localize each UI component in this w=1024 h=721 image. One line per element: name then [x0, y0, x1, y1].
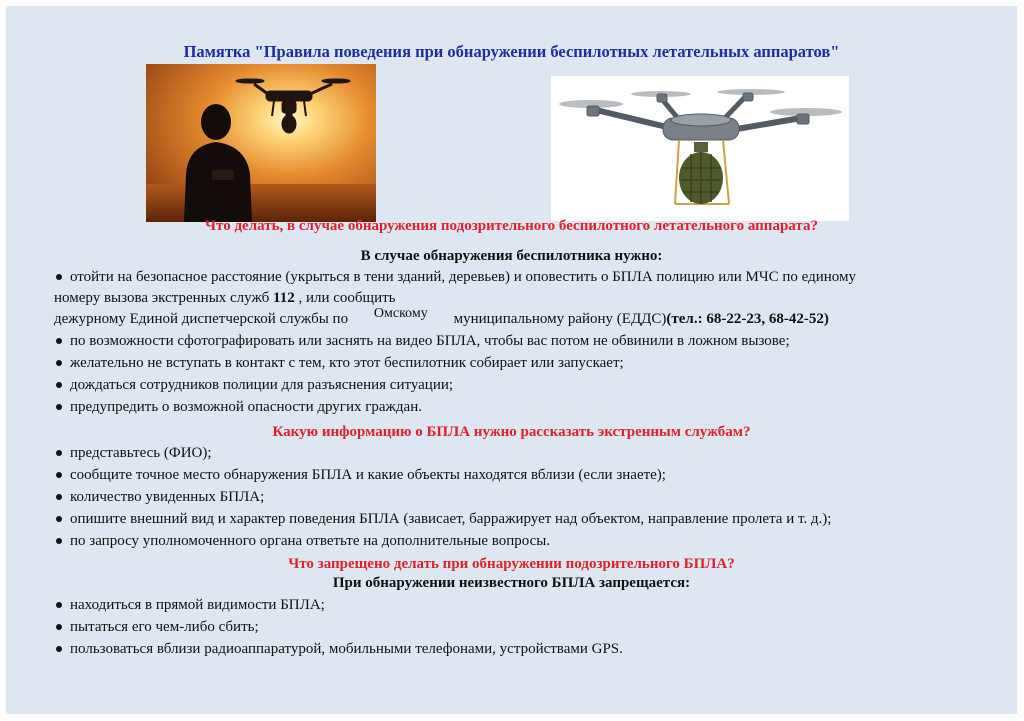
- bullet-icon: [56, 602, 62, 608]
- section1-subheading: В случае обнаружения беспилотника нужно:: [360, 248, 663, 264]
- bullet-icon: [56, 382, 62, 388]
- bullet-icon: [56, 338, 62, 344]
- bullet-icon: [56, 516, 62, 522]
- list-item: сообщите точное место обнаружения БПЛА и какие объекты находятся вблизи (если знаете);: [54, 464, 831, 486]
- section1-first-item-line3: [54, 306, 829, 330]
- first-item-call-text: номеру вызова экстренных служб: [54, 290, 274, 306]
- bullet-icon: [56, 494, 62, 500]
- bullet-icon: [56, 472, 62, 478]
- list-item: опишите внешний вид и характер поведения БПЛА (зависает, барражирует над объектом, направление пролета и т. д.);: [54, 508, 831, 530]
- first-item-district-text: муниципальному району (ЕДДС): [449, 311, 667, 327]
- district-field: Омскому: [373, 306, 428, 321]
- person-with-drone-image: [146, 64, 376, 222]
- bullet-icon: [56, 450, 62, 456]
- list-item: пользоваться вблизи радиоаппаратурой, мобильными телефонами, устройствами GPS.: [54, 638, 623, 660]
- section3-list: [54, 594, 623, 660]
- memo-title: Памятка "Правила поведения при обнаружении беспилотных летательных аппаратов": [183, 42, 840, 61]
- list-item: представьтесь (ФИО);: [54, 442, 831, 464]
- list-item: по запросу уполномоченного органа ответьте на дополнительные вопросы.: [54, 530, 831, 552]
- list-item: предупредить о возможной опасности других граждан.: [54, 396, 790, 418]
- section3-subheading: При обнаружении неизвестного БПЛА запрещается:: [332, 575, 691, 591]
- bullet-icon: [56, 404, 62, 410]
- section1-first-item: [54, 267, 856, 287]
- section1-first-item-line2: [54, 288, 396, 308]
- list-item: желательно не вступать в контакт с тем, кто этот беспилотник собирает или запускает;: [54, 352, 790, 374]
- list-item: дождаться сотрудников полиции для разъяснения ситуации;: [54, 374, 790, 396]
- section1-question: Что делать, в случае обнаружения подозрительного беспилотного летательного аппарата?: [205, 218, 818, 234]
- memo-page: [6, 6, 1017, 714]
- bullet-icon: [56, 646, 62, 652]
- section2-list: [54, 442, 831, 552]
- section1-list: [54, 330, 790, 418]
- drone-with-grenade-image: [551, 76, 849, 221]
- bullet-icon: [56, 274, 62, 280]
- first-item-text: отойти на безопасное расстояние (укрыться в тени зданий, деревьев) и оповестить о БПЛА полицию или МЧС по единому: [70, 269, 857, 285]
- list-item: количество увиденных БПЛА;: [54, 486, 831, 508]
- bullet-icon: [56, 360, 62, 366]
- bullet-icon: [56, 624, 62, 630]
- emergency-number: 112: [273, 290, 295, 306]
- first-item-dispatch-text: дежурному Единой диспетчерской службы по: [54, 311, 352, 327]
- list-item: находиться в прямой видимости БПЛА;: [54, 594, 623, 616]
- phone-numbers: (тел.: 68-22-23, 68-42-52): [666, 311, 829, 327]
- list-item: пытаться его чем-либо сбить;: [54, 616, 623, 638]
- first-item-or-text: , или сообщить: [294, 290, 396, 306]
- bullet-icon: [56, 538, 62, 544]
- section3-question: Что запрещено делать при обнаружении подозрительного БПЛА?: [288, 556, 735, 572]
- section2-question: Какую информацию о БПЛА нужно рассказать экстренным службам?: [272, 424, 751, 440]
- list-item: по возможности сфотографировать или заснять на видео БПЛА, чтобы вас потом не обвинили в ложном вызове;: [54, 330, 790, 352]
